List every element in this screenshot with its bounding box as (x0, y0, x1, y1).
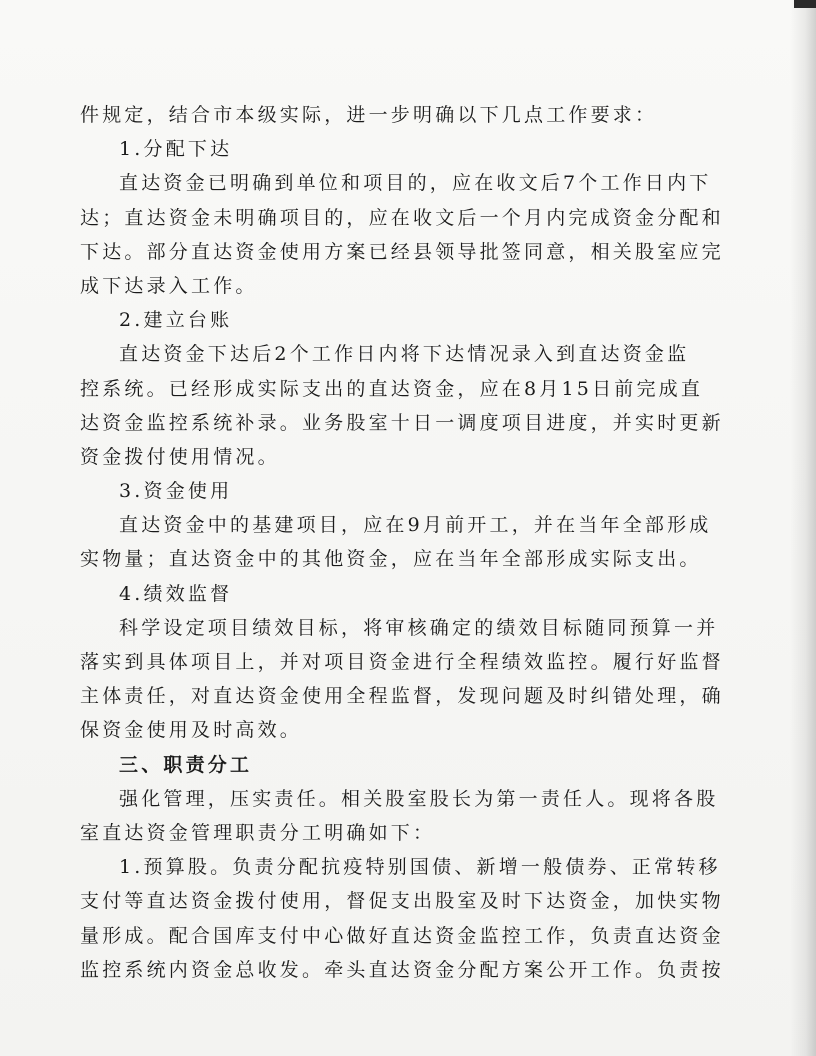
text-line-5: 下达。部分直达资金使用方案已经县领导批签同意，相关股室应完 (80, 240, 724, 263)
text-line-6: 成下达录入工作。 (80, 274, 258, 297)
scan-corner-mark (794, 0, 816, 8)
text-line-23: 1.预算股。负责分配抗疫特别国债、新增一般债券、正常转移 (119, 856, 721, 879)
text-line-8: 直达资金下达后2个工作日内将下达情况录入到直达资金监 (119, 343, 690, 366)
text-line-26: 监控系统内资金总收发。牵头直达资金分配方案公开工作。负责按 (80, 958, 724, 981)
heading-performance: 4.绩效监督 (119, 582, 233, 605)
text-line-25: 量形成。配合国库支付中心做好直达资金监控工作，负责直达资金 (80, 924, 724, 947)
text-line-21: 强化管理，压实责任。相关股室股长为第一责任人。现将各股 (119, 787, 719, 810)
text-line-13: 直达资金中的基建项目，应在9月前开工，并在当年全部形成 (119, 514, 712, 537)
text-line-27 (80, 987, 700, 1021)
text-line-19: 保资金使用及时高效。 (80, 719, 303, 742)
text-line-22: 室直达资金管理职责分工明确如下： (80, 821, 436, 844)
text-line-18: 主体责任，对直达资金使用全程监督，发现问题及时纠错处理，确 (80, 685, 724, 708)
text-line-1: 件规定，结合市本级实际，进一步明确以下几点工作要求： (80, 104, 658, 126)
text-line-3: 直达资金已明确到单位和项目的，应在收文后7个工作日内下 (119, 172, 712, 195)
heading-allocation: 1.分配下达 (119, 138, 233, 161)
text-line-14: 实物量；直达资金中的其他资金，应在当年全部形成实际支出。 (80, 548, 702, 571)
text-line-16: 科学设定项目绩效目标，将审核确定的绩效目标随同预算一并 (119, 616, 719, 639)
text-line-4: 达；直达资金未明确项目的，应在收文后一个月内完成资金分配和 (80, 206, 724, 229)
text-line-9: 控系统。已经形成实际支出的直达资金，应在8月15日前完成直 (80, 377, 704, 400)
text-line-24: 支付等直达资金拨付使用，督促支出股室及时下达资金，加快实物 (80, 890, 724, 913)
text-line-10: 达资金监控系统补录。业务股室十日一调度项目进度，并实时更新 (80, 411, 724, 434)
document-body (80, 98, 724, 1021)
heading-ledger: 2.建立台账 (119, 309, 233, 332)
heading-fund-use: 3.资金使用 (119, 480, 233, 503)
section-heading-responsibilities: 三、职责分工 (119, 753, 253, 776)
text-line-17: 落实到具体项目上，并对项目资金进行全程绩效监控。履行好监督 (80, 651, 724, 673)
scan-edge-shadow (790, 0, 816, 1056)
text-line-11: 资金拨付使用情况。 (80, 445, 280, 468)
